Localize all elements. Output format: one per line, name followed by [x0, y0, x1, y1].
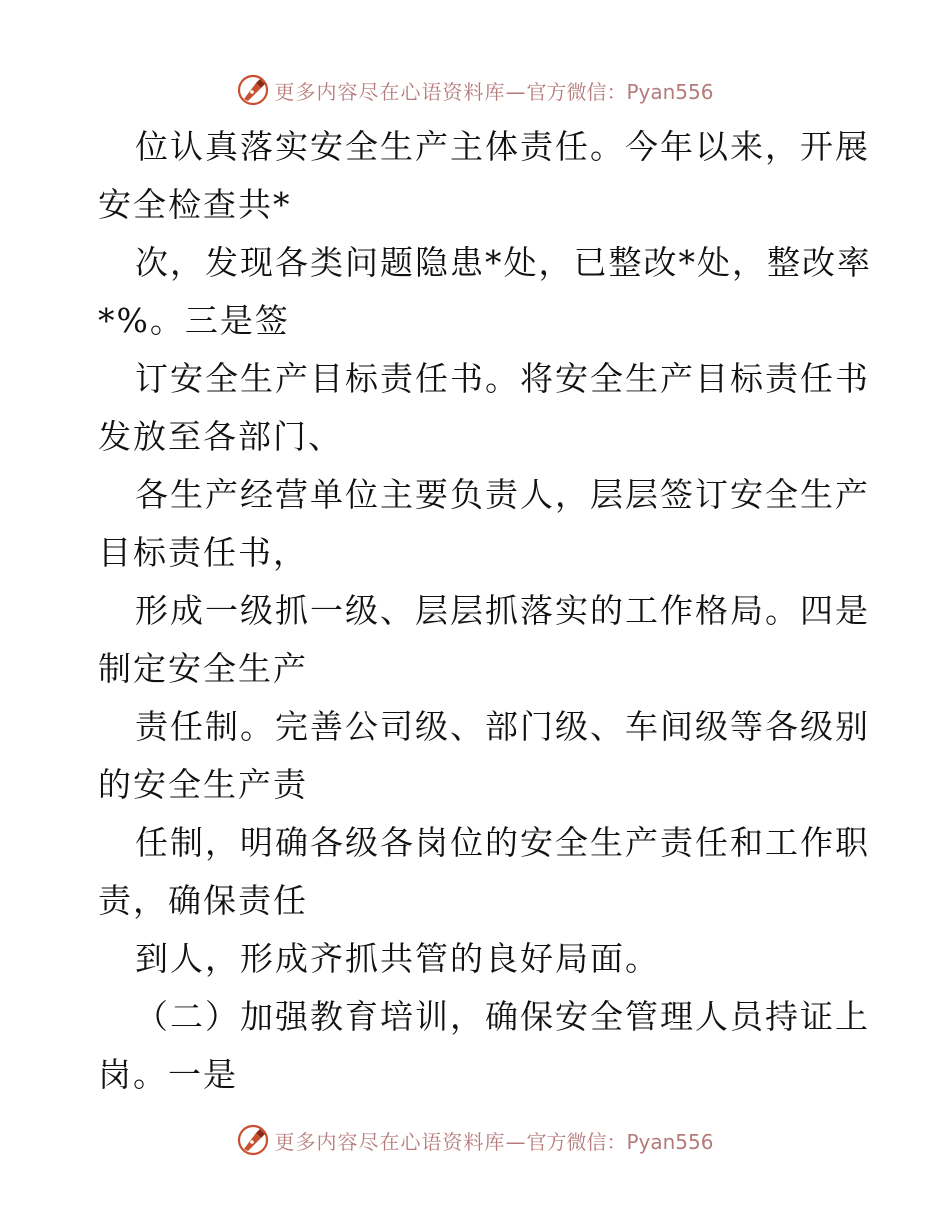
document-body [98, 118, 872, 1104]
text-line: 的安全生产责 [98, 765, 308, 804]
text-line: 发放至各部门、 [98, 417, 343, 456]
text-line: *%。三是签 [98, 301, 290, 340]
text-line: 形成一级抓一级、层层抓落实的工作格局。四是 [135, 591, 870, 630]
text-line: 安全检查共* [98, 185, 292, 224]
text-line: 次，发现各类问题隐患*处，已整改*处，整改率 [135, 243, 872, 282]
text-line: 订安全生产目标责任书。将安全生产目标责任书 [135, 359, 870, 398]
text-line: 位认真落实安全生产主体责任。今年以来，开展 [135, 127, 870, 166]
pen-nib-icon [236, 73, 270, 107]
footer-watermark [0, 1120, 950, 1160]
text-line: （二）加强教育培训，确保安全管理人员持证上 [135, 997, 870, 1036]
text-line: 岗。一是 [98, 1055, 238, 1094]
header-watermark [0, 70, 950, 110]
watermark-wechat: 官方微信：Pyan556 [526, 79, 714, 104]
watermark-text: 更多内容尽在心语资料库— [274, 79, 527, 104]
text-line: 责任制。完善公司级、部门级、车间级等各级别 [135, 707, 870, 746]
pen-nib-icon [236, 1123, 270, 1157]
text-line: 制定安全生产 [98, 649, 308, 688]
text-line: 责，确保责任 [98, 881, 308, 920]
text-line: 各生产经营单位主要负责人，层层签订安全生产 [135, 475, 870, 514]
text-line: 任制，明确各级各岗位的安全生产责任和工作职 [135, 823, 870, 862]
watermark-wechat: 官方微信：Pyan556 [526, 1129, 714, 1154]
text-line: 到人，形成齐抓共管的良好局面。 [135, 939, 660, 978]
text-line: 目标责任书， [98, 533, 308, 572]
watermark-text: 更多内容尽在心语资料库— [274, 1129, 527, 1154]
